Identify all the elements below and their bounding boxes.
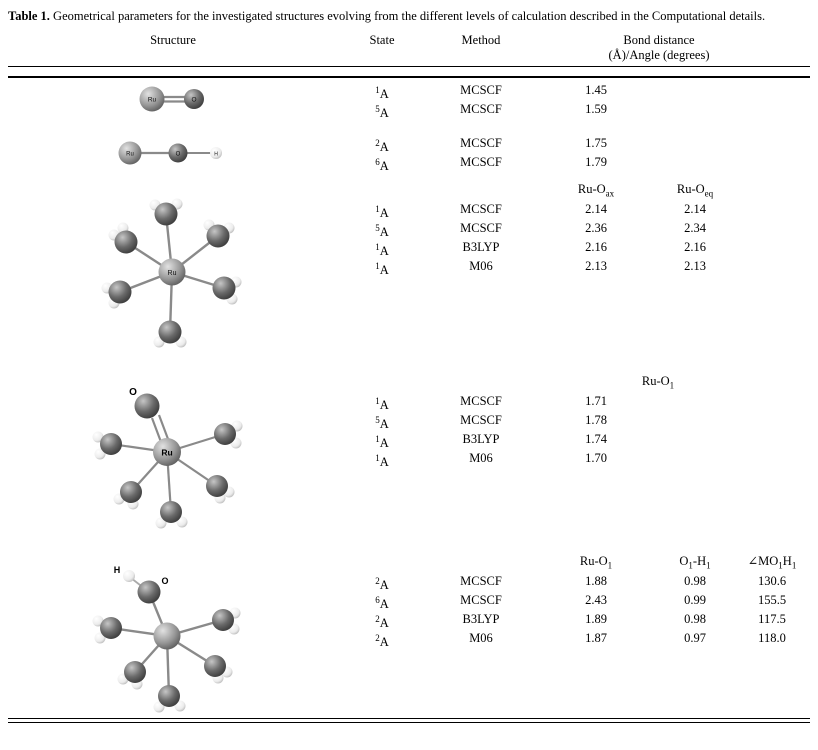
state-cell: $^1$A: [375, 452, 389, 470]
state-cell: $^6$A: [375, 594, 389, 611]
table-row: [338, 432, 810, 451]
method-cell: M06: [469, 630, 493, 645]
structure-cell: [8, 136, 338, 166]
group-rows: [338, 554, 810, 650]
method-cell: MCSCF: [460, 102, 502, 117]
value-cell: 0.99: [684, 592, 706, 607]
state-cell: $^2$A: [375, 575, 389, 592]
table-row: [338, 136, 810, 155]
bond-col-header: $Ru-O_1$: [579, 554, 613, 571]
table-caption-text: Geometrical parameters for the investigated structures evolving from the different levels of calculation described in the Computational details.: [53, 9, 766, 23]
value-cell: 1.79: [585, 155, 607, 170]
value-cell: 118.0: [758, 630, 786, 645]
state-cell: $^2$A: [375, 138, 389, 155]
water-ligand: [118, 661, 147, 690]
state-cell: $^1$A: [375, 395, 389, 412]
value-cell: 2.14: [585, 201, 607, 216]
method-cell: MCSCF: [460, 412, 502, 427]
state-cell: $^1$A: [375, 85, 389, 102]
water-ligand: [213, 277, 242, 305]
value-cell: 0.98: [684, 611, 706, 626]
header-rule-thin: [8, 66, 810, 67]
table-row: [338, 102, 810, 121]
water-ligand: [114, 481, 143, 510]
structure-cell: [8, 83, 338, 114]
water-ligand: [154, 321, 187, 348]
table-header-row: [8, 29, 810, 63]
table-caption-label: Table 1.: [8, 9, 50, 23]
value-cell: 1.70: [585, 450, 607, 465]
ru-hydroxo-pentaaqua-icon: [87, 556, 259, 718]
table-caption: [8, 8, 810, 24]
table-row: [338, 202, 810, 221]
column-header-structure: Structure: [150, 33, 196, 47]
atom-label-o: O: [175, 151, 181, 158]
method-cell: B3LYP: [462, 239, 500, 254]
value-cell: 1.74: [585, 431, 607, 446]
method-cell: M06: [469, 258, 493, 273]
state-cell: $^1$A: [375, 203, 389, 220]
value-cell: 2.14: [684, 201, 706, 216]
bond-col-header: $O_1-H_1$: [679, 554, 711, 571]
atom-label-o: O: [191, 96, 197, 104]
value-cell: 1.88: [585, 573, 607, 588]
table-row: [338, 394, 810, 413]
ru-o-h-linear-icon: [116, 140, 230, 166]
value-cell: 1.78: [585, 412, 607, 427]
ru-atom: [154, 623, 181, 650]
structure-cell: [8, 554, 338, 718]
atom-label-o: O: [129, 387, 137, 398]
value-cell: 2.16: [684, 239, 706, 254]
structure-cell: [8, 182, 338, 356]
table-row: [338, 83, 810, 102]
state-cell: $^6$A: [375, 157, 389, 174]
bond-col-header: $Ru-O_1$: [641, 374, 675, 391]
method-cell: MCSCF: [460, 592, 502, 607]
table-row: [338, 155, 810, 174]
water-ligand: [154, 685, 186, 713]
method-cell: MCSCF: [460, 201, 502, 216]
method-cell: MCSCF: [460, 155, 502, 170]
table-row: [338, 259, 810, 278]
value-cell: 155.5: [757, 592, 787, 607]
state-cell: $^1$A: [375, 260, 389, 278]
bond-subheader-row: [338, 182, 810, 202]
water-ligand: [150, 199, 183, 226]
ru-o-diatomic-icon: [131, 84, 215, 114]
h-atom: [123, 570, 135, 582]
value-cell: 1.75: [585, 136, 607, 150]
group-rows: [338, 136, 810, 174]
water-ligand: [204, 655, 233, 684]
method-cell: MCSCF: [460, 393, 502, 408]
atom-label-ru: Ru: [161, 447, 173, 458]
value-cell: 2.16: [585, 239, 607, 254]
value-cell: 0.98: [684, 573, 706, 588]
table-row: [338, 413, 810, 432]
ru-oxo-pentaaqua-icon: [87, 380, 259, 532]
atom-label-h: H: [113, 565, 121, 575]
water-ligand: [214, 421, 243, 449]
state-cell: $^1$A: [375, 433, 389, 450]
water-ligand: [93, 616, 123, 644]
bond-subheader-row: [338, 554, 810, 574]
group-rows: [338, 374, 810, 470]
oxo-o-atom: [135, 394, 160, 419]
value-cell: 2.43: [585, 592, 607, 607]
table-row: [338, 221, 810, 240]
state-cell: $^5$A: [375, 222, 389, 239]
state-cell: $^2$A: [375, 613, 389, 630]
structure-cell: [8, 374, 338, 532]
state-cell: $^5$A: [375, 104, 389, 121]
bottom-rule-2: [8, 722, 810, 723]
value-cell: 2.13: [585, 258, 607, 273]
column-header-method: Method: [461, 33, 501, 47]
value-cell: 2.34: [684, 220, 706, 235]
method-cell: MCSCF: [460, 220, 502, 235]
atom-label-ru: Ru: [167, 270, 177, 277]
group-rows: [338, 182, 810, 278]
method-cell: MCSCF: [460, 136, 502, 150]
value-cell: 130.6: [757, 573, 787, 588]
hydroxide-ligand: [123, 570, 161, 604]
bottom-rule-1: [8, 718, 810, 719]
value-cell: 1.87: [585, 630, 607, 645]
value-cell: 1.45: [585, 83, 607, 97]
table-row: [338, 631, 810, 650]
method-cell: M06: [469, 450, 493, 465]
bond-distance-line1: Bond distance: [623, 33, 695, 47]
table-group-hydroxo: [8, 554, 810, 714]
water-ligand: [212, 608, 241, 635]
atom-label-ru: Ru: [147, 96, 157, 104]
table-group-oxo: [8, 374, 810, 554]
method-cell: MCSCF: [460, 573, 502, 588]
column-header-bond-distance: [536, 33, 810, 63]
water-ligand: [109, 223, 138, 254]
table-row: [338, 451, 810, 470]
bond-subheader-row: [338, 374, 810, 394]
value-cell: 1.89: [585, 611, 607, 626]
water-ligand: [156, 501, 188, 529]
value-cell: 2.36: [585, 220, 607, 235]
method-cell: B3LYP: [462, 611, 500, 626]
state-cell: $^2$A: [375, 632, 389, 650]
value-cell: 1.71: [585, 393, 607, 408]
table-group-hexaaqua: [8, 182, 810, 374]
state-cell: $^5$A: [375, 414, 389, 431]
o-atom: [138, 581, 161, 604]
table-row: [338, 593, 810, 612]
water-ligand: [93, 432, 123, 460]
water-ligand: [102, 281, 132, 309]
method-cell: MCSCF: [460, 83, 502, 97]
atom-label-ru: Ru: [126, 151, 134, 158]
ru-hexaaqua-octahedral-icon: [92, 184, 254, 356]
group-rows: [338, 83, 810, 121]
method-cell: B3LYP: [462, 431, 500, 446]
table-row: [338, 574, 810, 593]
table-row: [338, 612, 810, 631]
table-row: [338, 240, 810, 259]
table-group-ruo: [8, 78, 810, 126]
state-cell: $^1$A: [375, 241, 389, 258]
bond-col-header: $\angle MO_1H_1$: [747, 554, 797, 571]
value-cell: 1.59: [585, 102, 607, 117]
value-cell: 0.97: [684, 630, 706, 645]
column-header-state: State: [369, 33, 395, 47]
atom-label-h: H: [214, 151, 218, 158]
bond-distance-line2: (Å)/Angle (degrees): [608, 48, 710, 62]
water-ligand: [206, 475, 235, 504]
bond-col-header: $Ru-O_{eq}$: [676, 182, 714, 199]
atom-label-o: O: [161, 576, 169, 586]
bond-col-header: $Ru-O_{ax}$: [577, 182, 615, 199]
value-cell: 2.13: [684, 258, 706, 273]
value-cell: 117.5: [758, 611, 786, 626]
table-group-ruoh-linear: [8, 126, 810, 182]
